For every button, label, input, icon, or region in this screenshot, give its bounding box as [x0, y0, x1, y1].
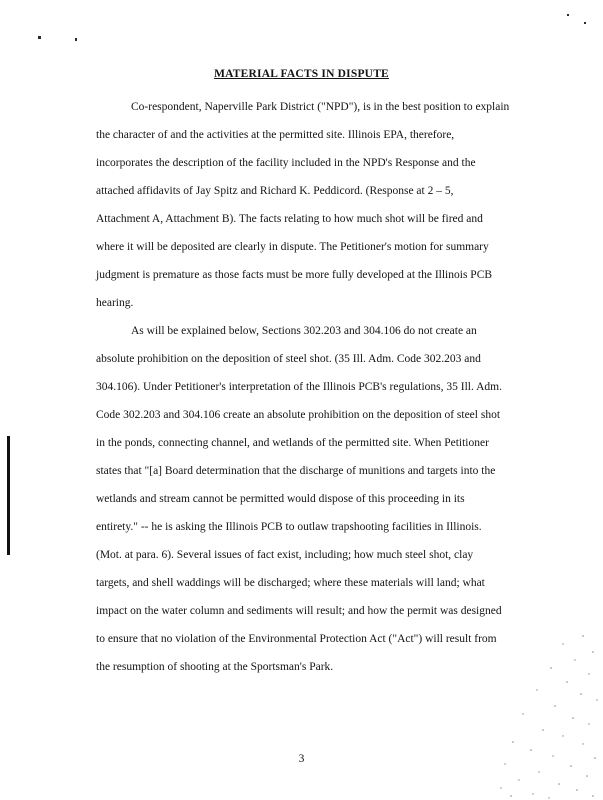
body-line: judgment is premature as those facts must be more fully developed at the Illinois PCB [96, 269, 493, 281]
body-line: absolute prohibition on the deposition of steel shot. (35 Ill. Adm. Code 302.203 and [96, 353, 481, 365]
body-line: the character of and the activities at the permitted site. Illinois EPA, therefore, [96, 129, 455, 141]
body-line: wetlands and stream cannot be permitted would dispose of this proceeding in its [96, 493, 465, 505]
body-line: As will be explained below, Sections 302.203 and 304.106 do not create an [131, 325, 477, 337]
body-line: hearing. [96, 297, 134, 309]
body-line: targets, and shell waddings will be discharged; where these materials will land; what [96, 577, 485, 589]
body-line: to ensure that no violation of the Environmental Protection Act ("Act") will result from [96, 633, 497, 645]
scan-speck [567, 14, 569, 16]
page-number: 3 [298, 753, 305, 765]
body-line: impact on the water column and sediments will result; and how the permit was designed [96, 605, 502, 617]
body-line: 304.106). Under Petitioner's interpretation of the Illinois PCB's regulations, 35 Ill. Adm. [96, 381, 502, 393]
margin-bar [7, 436, 10, 555]
section-heading: MATERIAL FACTS IN DISPUTE [214, 68, 389, 80]
scan-speck [75, 38, 77, 41]
body-line: Code 302.203 and 304.106 create an absolute prohibition on the deposition of steel shot [96, 409, 501, 421]
body-line: in the ponds, connecting channel, and wetlands of the permitted site. When Petitioner [96, 437, 489, 449]
body-line: Co-respondent, Naperville Park District ("NPD"), is in the best position to explain [131, 101, 510, 113]
body-line: where it will be deposited are clearly in dispute. The Petitioner's motion for summary [96, 241, 489, 253]
body-line: states that "[a] Board determination that the discharge of munitions and targets into the [96, 465, 496, 477]
scan-noise-speckle [493, 630, 603, 800]
body-line: Attachment A, Attachment B). The facts relating to how much shot will be fired and [96, 213, 483, 225]
scan-speck [584, 22, 586, 24]
body-line: the resumption of shooting at the Sportsman's Park. [96, 661, 334, 673]
body-line: entirety." -- he is asking the Illinois PCB to outlaw trapshooting facilities in Illinois. [96, 521, 482, 533]
body-line: (Mot. at para. 6). Several issues of fact exist, including; how much steel shot, clay [96, 549, 474, 561]
body-line: attached affidavits of Jay Spitz and Richard K. Peddicord. (Response at 2 – 5, [96, 185, 454, 197]
scan-speck [38, 36, 41, 39]
body-line: incorporates the description of the facility included in the NPD's Response and the [96, 157, 476, 169]
